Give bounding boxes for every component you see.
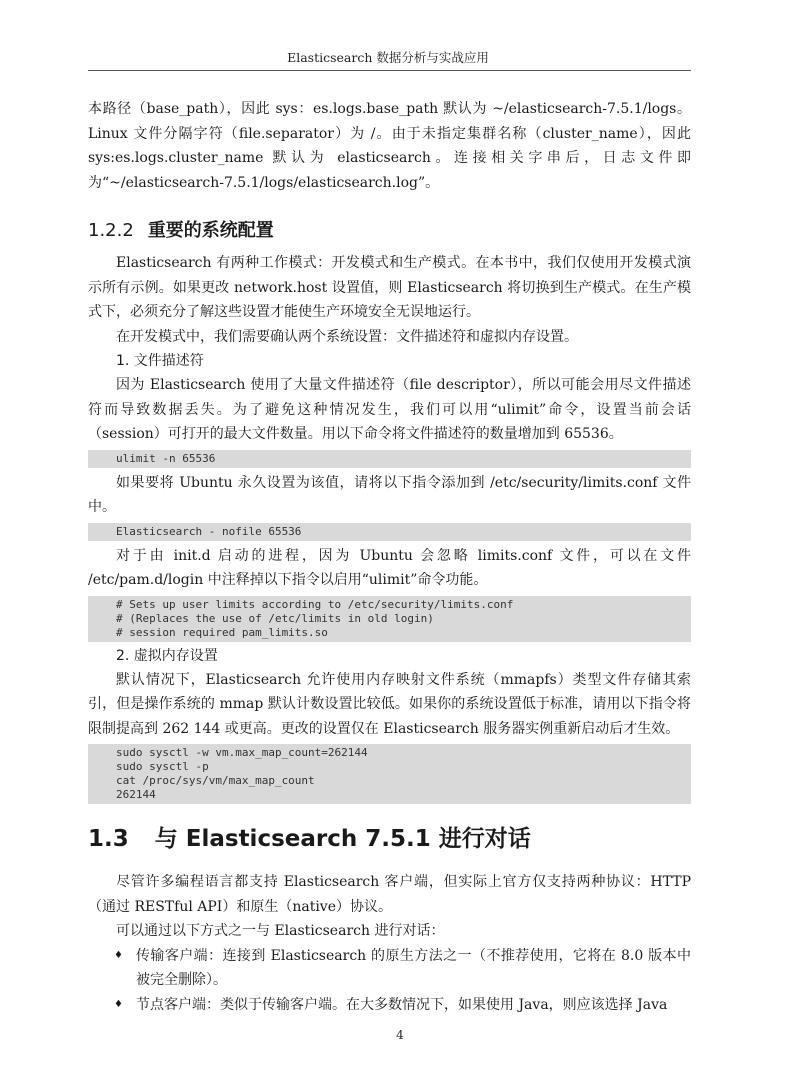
paragraph: 因为 Elasticsearch 使用了大量文件描述符（file descriptor），所以可能会用尽文件描述符而导致数据丢失。为了避免这种情况发生，我们可以用“ulimit”命令，设置当前会话（session）可打开的最大文件数量。用以下命令将文件描述符的数量增加到 65536。 bbox=[88, 377, 691, 442]
paragraph: 默认情况下，Elasticsearch 允许使用内存映射文件系统（mmapfs）类型文件存储其索引，但是操作系统的 mmap 默认计数设置比较低。如果你的系统设置低于标准，请用以下指令将限制提高到 262 144 或更高。更改的设置仅在 Elasticsearch 服务器实例重新启动后才生效。 bbox=[88, 671, 691, 737]
bullet-diamond-icon: ♦ bbox=[114, 998, 123, 1010]
code-line: # (Replaces the use of /etc/limits in old login) bbox=[116, 611, 434, 625]
paragraph: Elasticsearch 有两种工作模式：开发模式和生产模式。在本书中，我们仅使用开发模式演示所有示例。如果更改 network.host 设置值，则 Elasticsearch 将切换到生产模式。在生产模式下，必须充分了解这些设置才能使生产环境安全无误地运行。 bbox=[88, 255, 691, 320]
code-line: sudo sysctl -w vm.max_map_count=262144 bbox=[116, 746, 368, 759]
code-block bbox=[88, 596, 691, 642]
bullet-list bbox=[88, 944, 691, 1018]
header-divider bbox=[88, 70, 691, 71]
code-line: ulimit -n 65536 bbox=[116, 451, 216, 465]
paragraph: 如果要将 Ubuntu 永久设置为该值，请将以下指令添加到 /etc/security/limits.conf 文件中。 bbox=[88, 474, 691, 515]
bullet-diamond-icon: ♦ bbox=[114, 949, 123, 961]
code-line: sudo sysctl -p bbox=[116, 760, 209, 773]
list-item bbox=[88, 944, 691, 993]
code-line: cat /proc/sys/vm/max_map_count bbox=[116, 774, 315, 787]
paragraph: 对于由 init.d 启动的进程，因为 Ubuntu 会忽略 limits.conf 文件，可以在文件 /etc/pam.d/login 中注释掉以下指令以启用“ulimit”命令功能。 bbox=[88, 547, 691, 588]
code-line: 262144 bbox=[116, 788, 156, 801]
section-number: 1.3 bbox=[88, 826, 129, 852]
subsection-heading-virtual-memory: 2. 虚拟内存设置 bbox=[116, 647, 218, 664]
subsection-heading-file-descriptors: 1. 文件描述符 bbox=[116, 353, 204, 369]
section-heading-1-3 bbox=[88, 822, 691, 856]
code-block bbox=[88, 744, 691, 804]
code-block bbox=[88, 450, 691, 468]
intro-paragraph: 本路径（base_path），因此 sys：es.logs.base_path 默认为 ~/elasticsearch-7.5.1/logs。Linux 文件分隔字符（file.separator）为 /。由于未指定集群名称（cluster_name），因此 sys:es.logs.cluster_name 默认为 elasticsearch。连接相关字串后，日志文件即为“~/elasticsearch-7.5.1/logs/elasticsearch.log”。 bbox=[88, 101, 691, 191]
list-item bbox=[88, 993, 691, 1018]
section-number: 1.2.2 bbox=[88, 220, 134, 241]
code-block bbox=[88, 523, 691, 541]
list-item-text: 节点客户端：类似于传输客户端。在大多数情况下，如果使用 Java，则应该选择 Java bbox=[136, 996, 668, 1013]
page-body bbox=[88, 97, 691, 1017]
section-title: 与 Elasticsearch 7.5.1 进行对话 bbox=[154, 826, 531, 852]
code-line: Elasticsearch - nofile 65536 bbox=[116, 524, 302, 538]
paragraph: 可以通过以下方式之一与 Elasticsearch 进行对话： bbox=[116, 923, 445, 939]
code-line: # Sets up user limits according to /etc/security/limits.conf bbox=[116, 597, 514, 611]
section-heading-1-2-2 bbox=[88, 217, 691, 245]
paragraph: 尽管许多编程语言都支持 Elasticsearch 客户端，但实际上官方仅支持两种协议：HTTP（通过 RESTful API）和原生（native）协议。 bbox=[88, 874, 691, 915]
paragraph: 在开发模式中，我们需要确认两个系统设置：文件描述符和虚拟内存设置。 bbox=[116, 328, 578, 345]
list-item-text: 传输客户端：连接到 Elasticsearch 的原生方法之一（不推荐使用，它将在 8.0 版本中被完全删除）。 bbox=[136, 947, 691, 988]
running-header: Elasticsearch 数据分析与实战应用 bbox=[287, 50, 489, 65]
section-title: 重要的系统配置 bbox=[147, 220, 274, 241]
code-line: # session required pam_limits.so bbox=[116, 625, 328, 639]
page-number: 4 bbox=[396, 1028, 404, 1042]
